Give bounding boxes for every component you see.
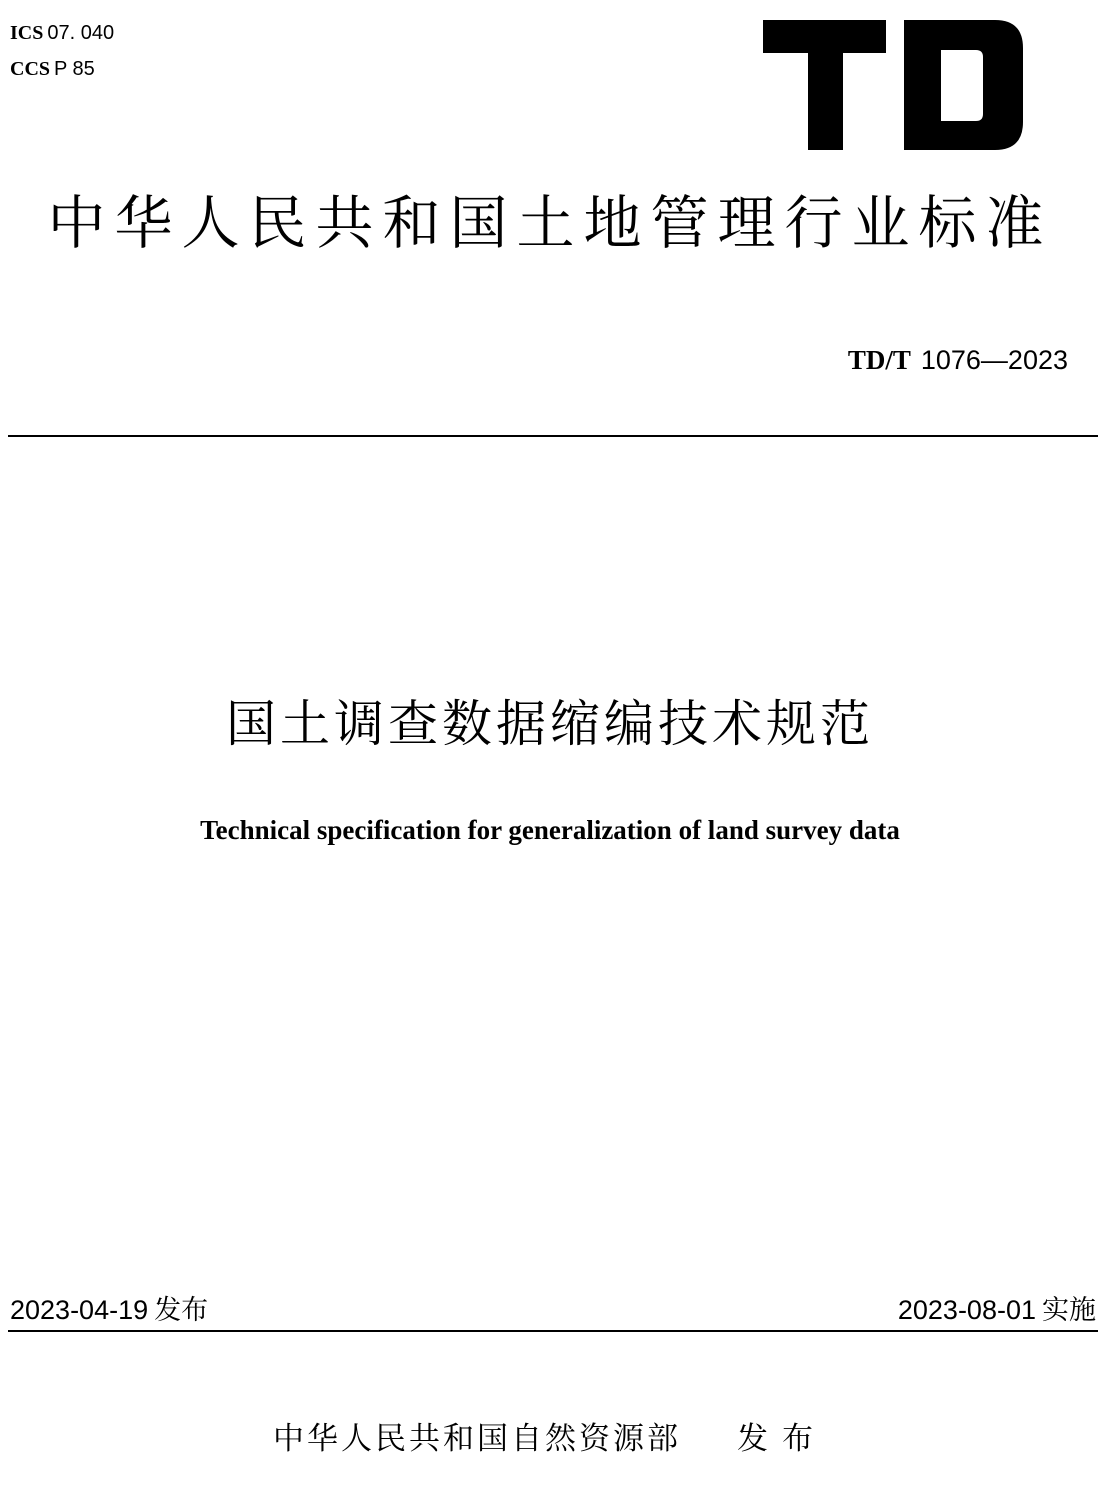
ics-value: 07. 040 bbox=[47, 22, 115, 44]
effective-date: 2023-08-01 bbox=[897, 1295, 1036, 1325]
document-title-english: Technical specification for generalization of land survey data bbox=[200, 815, 900, 845]
standard-number-value: 1076—2023 bbox=[920, 345, 1068, 375]
release-label: 发布 bbox=[154, 1295, 209, 1326]
document-title-chinese: 国土调查数据缩编技术规范 bbox=[226, 695, 874, 753]
ccs-label: CCS bbox=[10, 58, 51, 80]
standard-number bbox=[848, 343, 1068, 378]
release-date-line bbox=[10, 1292, 208, 1329]
ccs-code bbox=[10, 56, 95, 81]
bottom-divider bbox=[8, 1330, 1098, 1332]
standard-number-prefix: TD/T bbox=[847, 345, 911, 375]
ics-code bbox=[10, 20, 114, 45]
standard-category-title: 中华人民共和国土地管理行业标准 bbox=[47, 189, 1053, 257]
ccs-value: P 85 bbox=[54, 58, 95, 80]
td-logo bbox=[763, 20, 1023, 150]
release-date: 2023-04-19 bbox=[10, 1295, 149, 1325]
publisher-name: 中华人民共和国自然资源部 bbox=[273, 1421, 681, 1457]
top-divider bbox=[8, 435, 1098, 437]
publisher-action: 发布 bbox=[737, 1421, 827, 1457]
publisher-line bbox=[0, 1417, 1100, 1461]
ics-label: ICS bbox=[10, 22, 44, 44]
effective-date-line bbox=[898, 1292, 1096, 1329]
effective-label: 实施 bbox=[1042, 1295, 1096, 1326]
